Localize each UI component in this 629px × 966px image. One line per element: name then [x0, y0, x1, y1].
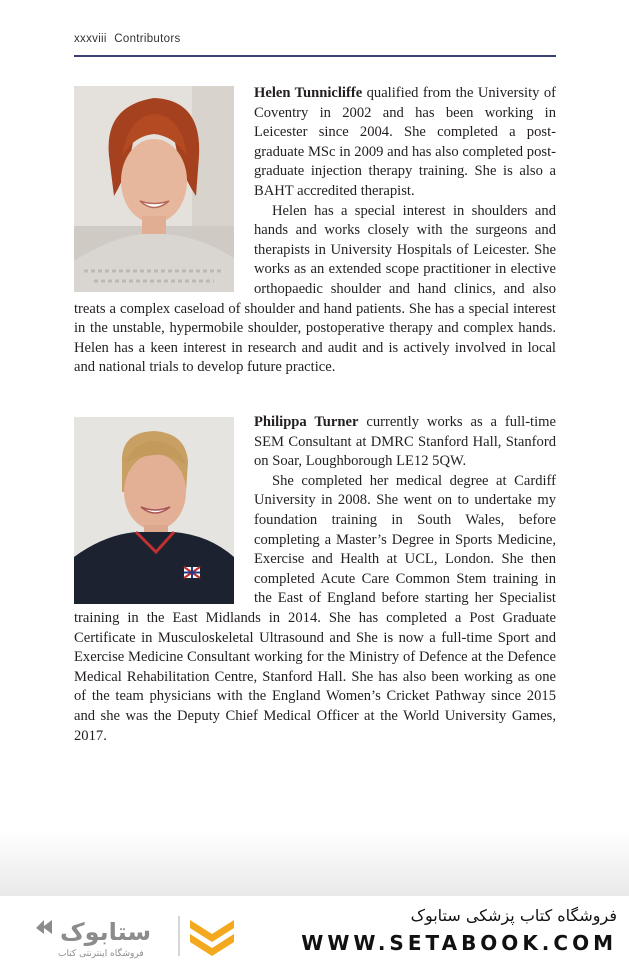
header-rule: [74, 55, 556, 57]
portrait-photo-helen: [74, 86, 234, 292]
footer-store-info: [301, 906, 617, 955]
bio-philippa-turner: [74, 413, 556, 746]
page-number: xxxviii: [74, 33, 107, 45]
footer-shadow: [0, 830, 629, 896]
website-link[interactable]: WWW.SETABOOK.COM: [301, 931, 617, 955]
setabook-logo[interactable]: [30, 910, 250, 960]
bio-text-paragraph: Helen has a special interest in shoulders and hands and works closely with the surgeons and therapists in University Hospitals of Leicester. She works as an extended scope practitioner in elective orthopaedic shoulder and hand clinics, and also treats a complex caseload of shoulder and hand patients. She has a special interest in the unstable, hypermobile shoulder, postoperative therapy and complex hands. Helen has a keen interest in research and audit and is actively involved in local and national trials to develop future practice.: [74, 202, 556, 376]
contributor-name: Philippa Turner: [254, 414, 359, 430]
bio-text-paragraph: Philippa Turner currently works as a full-time SEM Consultant at DMRC Stanford Hall, Stanford on Soar, Loughborough LE12 5QW.: [254, 414, 557, 470]
bio-text-paragraph: Helen Tunnicliffe qualified from the University of Coventry in 2002 and has been working in Leicester since 2004. She completed a post-graduate MSc in 2009 and has also completed post-graduate injection therapy training. She is also a BAHT accredited therapist.: [254, 85, 557, 199]
bio-helen-tunnicliffe: [74, 84, 556, 378]
contributor-name: Helen Tunnicliffe: [254, 85, 363, 101]
store-name: فروشگاه کتاب پزشکی ستابوک: [410, 906, 617, 925]
bio-text-paragraph: She completed her medical degree at Cardiff University in 2008. She went on to undertake my foundation training in South Wales, before completing a Master’s Degree in Sports Medicine, Exercise and Health at UCL, London. She then completed Acute Care Common Stem training in the East of England before starting her Specialist training in the East Midlands in 2014. She has completed a Post Graduate Certificate in Musculoskeletal Ultrasound and She is now a full-time Sport and Exercise Medicine Consultant working for the Ministry of Defence at the Defence Medical Rehabilitation Centre, Stanford Hall. She has also been working as one of the team physicians with the England Women’s Cricket Pathway since 2015 and she was the Deputy Chief Medical Officer at the World University Games, 2017.: [74, 472, 556, 744]
footer-banner: [0, 896, 629, 966]
running-header: [74, 33, 181, 45]
logo-subtitle: فروشگاه اینترنتی کتاب: [58, 949, 144, 959]
portrait-photo-philippa: [74, 417, 234, 604]
section-title: Contributors: [114, 33, 181, 45]
logo-wordmark: ستابوک: [60, 918, 152, 946]
